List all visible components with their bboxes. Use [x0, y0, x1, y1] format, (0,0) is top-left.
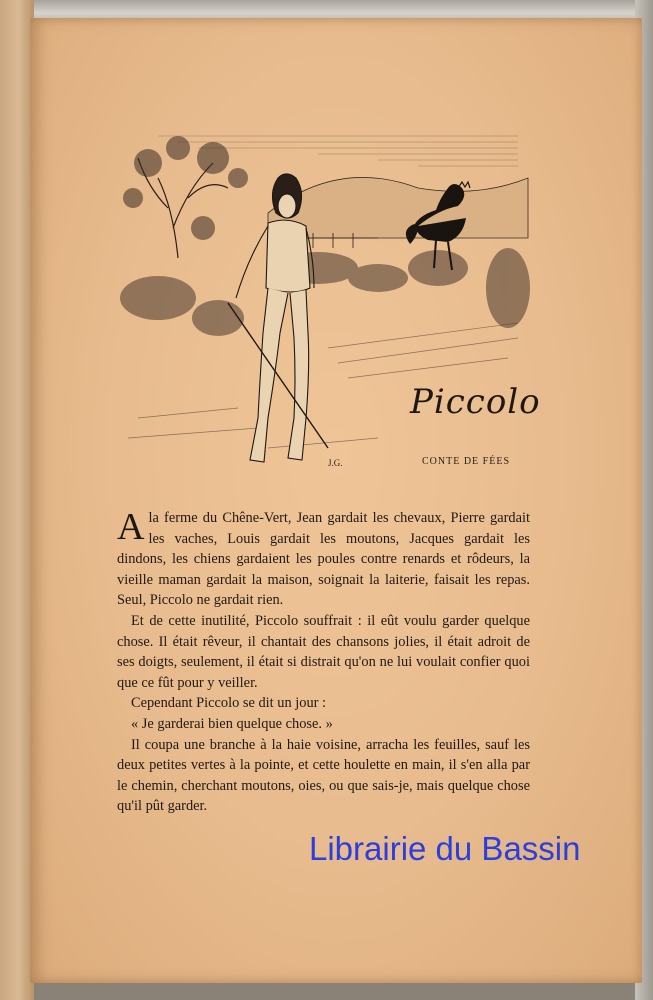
paragraph-1-text: la ferme du Chêne-Vert, Jean gardait les chevaux, Pierre gardait les vaches, Louis gardait les moutons, Jacques gardait les dindons, les chiens gardaient les poules contre renards et rôdeurs, la vieille maman gardait la maison, soignait la laiterie, faisait les repas. Seul, Piccolo ne gardait rien. — [117, 510, 530, 609]
paragraph-3: Cependant Piccolo se dit un jour : — [131, 695, 327, 712]
paragraph-5: Il coupa une branche à la haie voisine, arracha les feuilles, sauf les deux petites vertes à la pointe, et cette houlette en main, il s'en alla par le chemin, cherchant moutons, oies, ou que sais-je, mais quelque chose qu'il pût garder. — [117, 736, 530, 815]
story-text — [117, 508, 530, 817]
paragraph-2: Et de cette inutilité, Piccolo souffrait : il eût voulu garder quelque chose. Il était rêveur, il chantait des chansons jolies, il était adroit de ses doigts, seulement, il était si distrait qu'on ne lui voulait confier quoi que ce fût pour y veiller. — [117, 612, 530, 691]
paragraph-1 — [117, 508, 530, 611]
watermark-text: Librairie du Bassin — [309, 830, 581, 867]
story-title: Piccolo — [410, 382, 541, 422]
illustrator-signature: J.G. — [328, 458, 343, 468]
paragraph-4: « Je garderai bien quelque chose. » — [131, 715, 333, 732]
story-subtitle: CONTE DE FÉES — [422, 456, 510, 467]
illustration-boy-and-rooster — [118, 118, 530, 480]
drop-cap: A — [117, 506, 145, 548]
book-cover-left-edge — [0, 0, 34, 1000]
